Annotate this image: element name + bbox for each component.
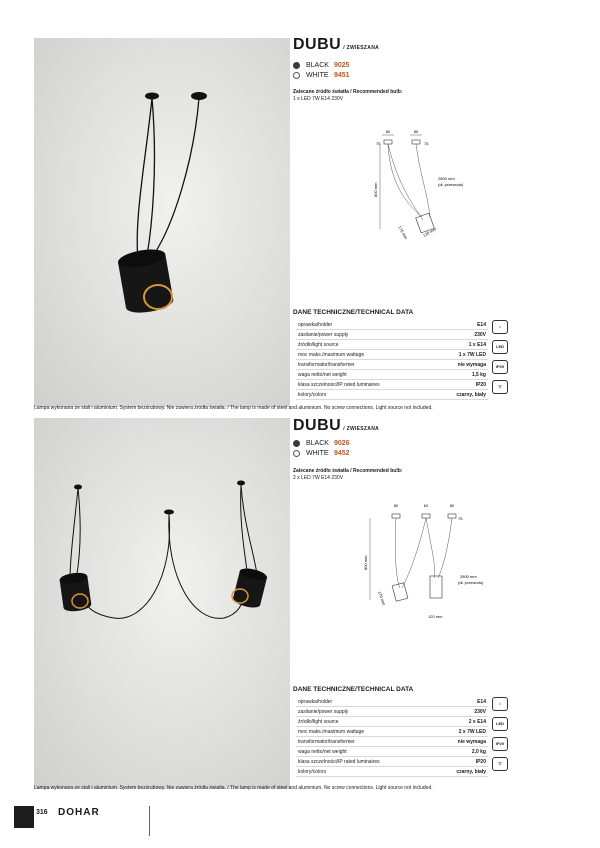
double-pendant-lamp-image xyxy=(34,418,290,789)
table-row xyxy=(296,330,488,340)
row-value: nie wymaga xyxy=(457,361,486,368)
variant-black-1 xyxy=(293,62,350,69)
variant-code: 9026 xyxy=(334,440,350,447)
row-label: kolory/colors xyxy=(298,391,327,398)
row-label: kolory/colors xyxy=(298,768,327,775)
row-label: zasilanie/power supply xyxy=(298,708,349,715)
dim-height: 800 mm xyxy=(363,555,368,570)
product-caption-2: Lampa wykonana ze stali i aluminium. System bezśrubowy. Nie zawiera źródła światła. / The lamp is made of steel and aluminium. No screw connections. Light source not included. xyxy=(34,785,433,791)
house-icon: ⌂ xyxy=(492,320,508,334)
product-title-2 xyxy=(293,417,379,435)
dim-cable: 2800 mm xyxy=(438,176,455,181)
table-row xyxy=(296,737,488,747)
row-value: 230V xyxy=(474,331,486,338)
ip20-icon: IP20 xyxy=(492,360,508,374)
row-value: 1 x 7W LED xyxy=(458,351,486,358)
dim-e: 170 mm xyxy=(377,590,387,606)
ip20-icon: IP20 xyxy=(492,737,508,751)
table-row xyxy=(296,717,488,727)
recommended-bulb-1 xyxy=(293,89,402,103)
variant-code: 9452 xyxy=(334,450,350,457)
product-caption-1: Lampa wykonana ze stali i aluminium. System bezśrubowy. Nie zawiera źródła światła. / The lamp is made of steel and aluminium. No screw connections. Light source not included. xyxy=(34,405,433,411)
table-row xyxy=(296,707,488,717)
product-name: DUBU xyxy=(293,36,342,53)
product-title-1 xyxy=(293,36,379,54)
black-swatch-icon xyxy=(293,62,300,69)
tech-data-table-1 xyxy=(296,320,488,400)
table-row xyxy=(296,360,488,370)
row-label: waga netto/net weight xyxy=(298,371,347,378)
table-row xyxy=(296,370,488,380)
table-row xyxy=(296,697,488,707)
row-label: transformator/transformer xyxy=(298,361,355,368)
table-row xyxy=(296,380,488,390)
variant-color: WHITE xyxy=(306,72,329,79)
row-value: nie wymaga xyxy=(457,738,486,745)
row-label: transformator/transformer xyxy=(298,738,355,745)
led-icon: LED xyxy=(492,340,508,354)
lamp-icon: ▽ xyxy=(492,380,508,394)
bulb-label: Zalecane źródło światła / Recommended bulb: xyxy=(293,89,403,95)
tech-data-title-2: DANE TECHNICZNE/TECHNICAL DATA xyxy=(293,686,414,693)
footer-divider xyxy=(149,806,150,836)
row-label: moc maks./maximum wattage xyxy=(298,351,365,358)
variant-color: BLACK xyxy=(306,62,329,69)
lamp-icon: ▽ xyxy=(492,757,508,771)
row-label: oprawka/holder xyxy=(298,698,333,705)
dim-c: 75 xyxy=(376,141,381,146)
table-row xyxy=(296,757,488,767)
bulb-value: 1 x LED 7W E14 230V xyxy=(293,96,344,102)
product-photo-1 xyxy=(34,38,290,407)
recommended-bulb-2 xyxy=(293,468,402,482)
dim-b: 62 xyxy=(423,503,429,508)
row-value: czarny, biały xyxy=(456,391,486,398)
dim-f: 120 mm xyxy=(428,614,443,619)
product-type: / ZWIESZANA xyxy=(343,45,380,51)
row-value: 1,5 kg xyxy=(471,371,486,378)
table-row xyxy=(296,390,488,400)
dim-b: 80 xyxy=(413,129,419,134)
row-value: 2,0 kg xyxy=(471,748,486,755)
footer-marker xyxy=(14,806,34,828)
row-label: moc maks./maximum wattage xyxy=(298,728,365,735)
dimension-drawing-2 xyxy=(356,500,486,625)
table-row xyxy=(296,350,488,360)
dimension-drawing-1 xyxy=(368,125,478,245)
tech-data-table-2 xyxy=(296,697,488,777)
row-value: 2 x 7W LED xyxy=(458,728,486,735)
dim-cable: 2800 mm xyxy=(460,574,477,579)
row-value: E14 xyxy=(477,698,486,705)
table-row xyxy=(296,727,488,737)
row-value: czarny, biały xyxy=(456,768,486,775)
dim-e: 170 mm xyxy=(397,225,409,241)
dim-cable-note: (dł. przewodu) xyxy=(438,182,464,187)
row-value: E14 xyxy=(477,321,486,328)
feature-icons-1 xyxy=(492,320,508,400)
row-label: źródło/light source xyxy=(298,341,339,348)
page-number: 316 xyxy=(36,809,48,816)
dim-d: 75 xyxy=(424,141,429,146)
black-swatch-icon xyxy=(293,440,300,447)
table-row xyxy=(296,767,488,777)
table-row xyxy=(296,320,488,330)
product-photo-2 xyxy=(34,418,290,789)
table-row xyxy=(296,340,488,350)
bulb-label: Zalecane źródło światła / Recommended bulb: xyxy=(293,468,403,474)
table-row xyxy=(296,747,488,757)
row-label: klasa szczelności/IP rated luminaires xyxy=(298,381,380,388)
row-value: 230V xyxy=(474,708,486,715)
variant-code: 9025 xyxy=(334,62,350,69)
dim-cable-note: (dł. przewodu) xyxy=(458,580,484,585)
row-label: waga netto/net weight xyxy=(298,748,347,755)
white-swatch-icon xyxy=(293,450,300,457)
row-value: 1 x E14 xyxy=(468,341,486,348)
row-value: IP20 xyxy=(475,381,486,388)
row-label: klasa szczelności/IP rated luminaires xyxy=(298,758,380,765)
variant-white-1 xyxy=(293,72,350,79)
house-icon: ⌂ xyxy=(492,697,508,711)
variant-color: WHITE xyxy=(306,450,329,457)
row-label: źródło/light source xyxy=(298,718,339,725)
bulb-value: 2 x LED 7W E14 230V xyxy=(293,475,344,481)
dim-d: 75 xyxy=(458,516,463,521)
dim-height: 800 mm xyxy=(373,182,378,197)
white-swatch-icon xyxy=(293,72,300,79)
brand-logo: DOHAR xyxy=(58,807,100,818)
row-value: 2 x E14 xyxy=(468,718,486,725)
dim-c: 80 xyxy=(449,503,455,508)
dim-f: 120 mm xyxy=(422,226,438,238)
pendant-lamp-image xyxy=(34,38,290,407)
product-type: / ZWIESZANA xyxy=(343,426,380,432)
variant-color: BLACK xyxy=(306,440,329,447)
product-name: DUBU xyxy=(293,417,342,434)
row-label: zasilanie/power supply xyxy=(298,331,349,338)
feature-icons-2 xyxy=(492,697,508,777)
dim-a: 80 xyxy=(385,129,391,134)
variant-code: 9451 xyxy=(334,72,350,79)
tech-data-title-1: DANE TECHNICZNE/TECHNICAL DATA xyxy=(293,309,414,316)
dim-a: 80 xyxy=(393,503,399,508)
variant-black-2 xyxy=(293,440,350,447)
row-value: IP20 xyxy=(475,758,486,765)
row-label: oprawka/holder xyxy=(298,321,333,328)
led-icon: LED xyxy=(492,717,508,731)
variant-white-2 xyxy=(293,450,350,457)
